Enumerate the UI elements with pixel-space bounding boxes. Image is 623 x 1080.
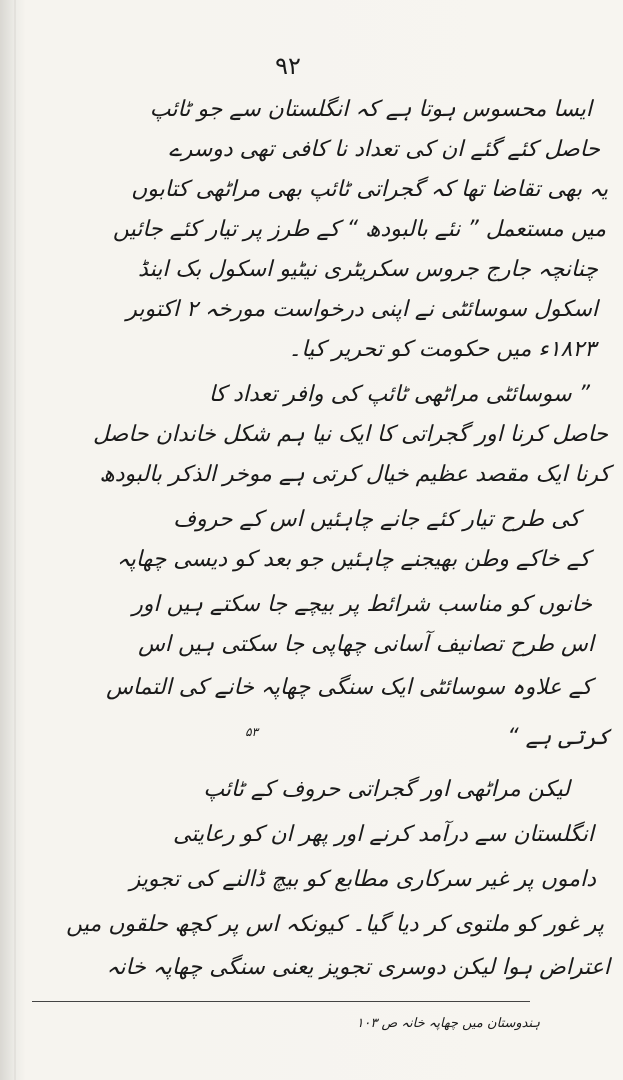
page-gutter: [14, 0, 16, 1080]
footnote-text: ہندوستان میں چھاپہ خانہ ص ۱۰۳: [356, 1016, 540, 1031]
text-line: حاصل کرنا اور گجراتی کا ایک نیا ہم شکل خاندان حاصل: [93, 422, 608, 447]
text-line: خانوں کو مناسب شرائط پر بیچے جا سکتے ہیں اور: [132, 592, 592, 617]
text-line: کے خاکے وطن بھیجنے چاہئیں جو بعد کو دیسی چھاپہ: [116, 547, 590, 572]
text-line: چنانچہ جارج جروس سکریٹری نیٹیو اسکول بک اینڈ: [138, 257, 598, 282]
text-line: [245, 712, 610, 752]
text-line: داموں پر غیر سرکاری مطابع کو بیچ ڈالنے کی تجویز: [129, 867, 596, 892]
text-line: لیکن مراٹھی اور گجراتی حروف کے ٹائپ: [203, 777, 570, 802]
text-line: اس طرح تصانیف آسانی چھاپی جا سکتی ہیں اس: [138, 632, 594, 657]
text-line: پر غور کو ملتوی کر دیا گیا۔ کیونکہ اس پر کچھ حلقوں میں: [66, 912, 604, 937]
text-line: حاصل کئے گئے ان کی تعداد نا کافی تھی دوسرے: [168, 137, 600, 162]
text-line-content: کرتی ہے “: [507, 725, 610, 751]
text-line: اعتراض ہوا لیکن دوسری تجویز یعنی سنگی چھاپہ خانہ: [106, 955, 610, 980]
text-line: ۱۸۲۳ء میں حکومت کو تحریر کیا۔: [288, 337, 596, 362]
text-line: میں مستعمل ” نئے بالبودھ “ کے طرز پر تیار کئے جائیں: [112, 217, 606, 242]
body-text: [20, 90, 610, 990]
text-line: اسکول سوسائٹی نے اپنی درخواست مورخہ ۲ اکتوبر: [126, 297, 598, 322]
text-line: کرنا ایک مقصد عظیم خیال کرتی ہے موخر الذکر بالبودھ: [99, 462, 610, 487]
text-line: انگلستان سے درآمد کرنے اور پھر ان کو رعایتی: [173, 822, 594, 847]
footnote-marker: ۵۳: [245, 725, 258, 739]
text-line: ایسا محسوس ہوتا ہے کہ انگلستان سے جو ٹائپ: [149, 97, 592, 122]
text-line: یہ بھی تقاضا تھا کہ گجراتی ٹائپ بھی مراٹھی کتابوں: [131, 177, 608, 202]
page-number: ۹۲: [275, 52, 301, 80]
text-line: ” سوسائٹی مراٹھی ٹائپ کی وافر تعداد کا: [208, 382, 590, 407]
text-line: کے علاوہ سوسائٹی ایک سنگی چھاپہ خانے کی التماس: [106, 675, 592, 700]
text-line: کی طرح تیار کئے جانے چاہئیں اس کے حروف: [173, 507, 580, 532]
footnote-divider: [32, 1001, 530, 1002]
